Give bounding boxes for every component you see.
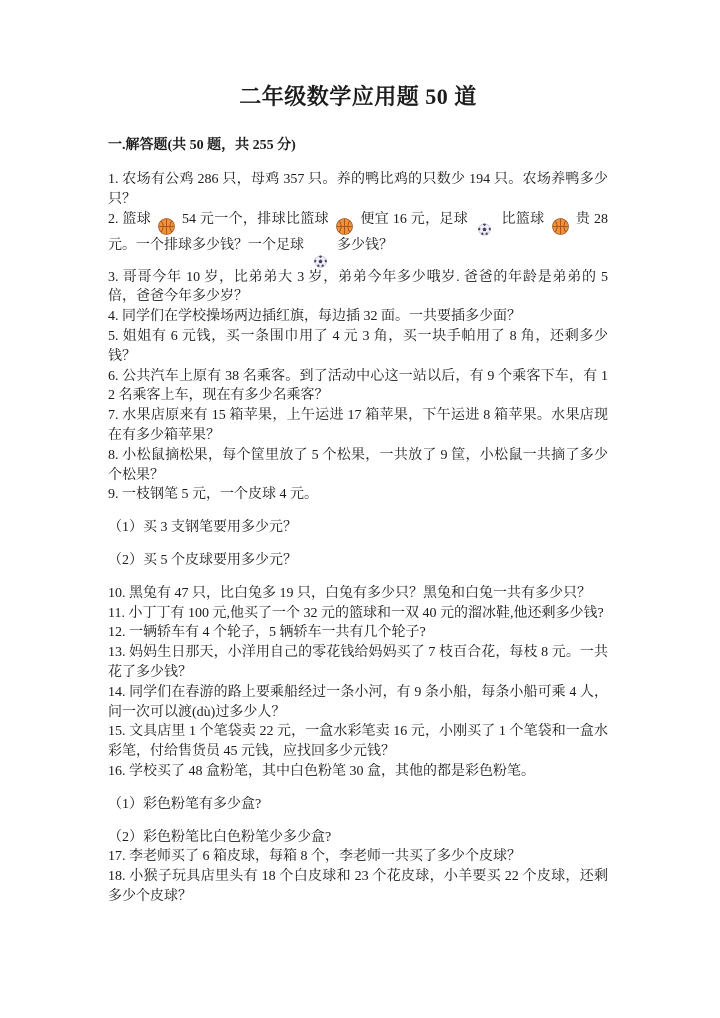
problem-16: 16. 学校买了 48 盒粉笔，其中白色粉笔 30 盒，其他的都是彩色粉笔。 bbox=[108, 763, 535, 779]
problem-13: 13. 妈妈生日那天，小洋用自己的零花钱给妈妈买了 7 枝百合花，每枝 8 元。一共花了多少钱？ bbox=[108, 645, 608, 680]
problem-14: 14. 同学们在春游的路上要乘船经过一条小河，有 9 条小船，每条小船可乘 4 人，问一次可以渡(dù)过多少人？ bbox=[108, 684, 608, 720]
document-title: 二年级数学应用题 50 道 bbox=[239, 84, 477, 109]
problem-2-text-3: 便宜 16 元，足球 bbox=[360, 211, 469, 227]
basketball-icon bbox=[158, 218, 175, 235]
section-heading: 一.解答题(共 50 题，共 255 分) bbox=[108, 138, 296, 153]
basketball-icon bbox=[336, 218, 353, 235]
problem-2-text-1: 2. 篮球 bbox=[108, 211, 152, 227]
basketball-icon bbox=[552, 218, 569, 235]
problem-2-text-5: 贵 28 元。一个排球多少钱？一个足球 bbox=[108, 211, 609, 253]
problem-17: 17. 李老师买了 6 箱皮球，每箱 8 个，李老师一共买了多少个皮球？ bbox=[108, 849, 521, 865]
problem-2-text-6: 多少钱？ bbox=[337, 237, 393, 253]
problem-9: 9. 一枝钢笔 5 元，一个皮球 4 元。 bbox=[108, 487, 318, 503]
problem-18: 18. 小猴子玩具店里头有 18 个白皮球和 23 个花皮球，小羊要买 22 个皮球，还剩多少个皮球？ bbox=[108, 869, 608, 904]
soccer-ball-icon bbox=[478, 223, 491, 236]
problem-16-sub-1: （1）彩色粉笔有多少盒? bbox=[108, 796, 262, 812]
problem-16-sub-2: （2）彩色粉笔比白色粉笔少多少盒? bbox=[108, 829, 332, 845]
problem-8: 8. 小松鼠摘松果，每个筐里放了 5 个松果，一共放了 9 筐，小松鼠一共摘了多少个松果？ bbox=[108, 447, 608, 483]
soccer-ball-icon bbox=[314, 255, 327, 268]
problem-2 bbox=[108, 210, 608, 268]
problem-10: 10. 黑兔有 47 只，比白兔多 19 只，白兔有多少只？黑兔和白兔一共有多少只？ bbox=[108, 585, 591, 601]
problem-2-text-2: 54 元一个，排球比篮球 bbox=[182, 211, 329, 227]
problem-6: 6. 公共汽车上原有 38 名乘客。到了活动中心这一站以后，有 9 个乘客下车，有 12 名乘客上车，现在有多少名乘客？ bbox=[108, 368, 608, 404]
problem-2-text-4: 比篮球 bbox=[501, 211, 545, 227]
problem-1: 1. 农场有公鸡 286 只，母鸡 357 只。养的鸭比鸡的只数少 194 只。农场养鸭多少只？ bbox=[108, 172, 608, 207]
problem-9-sub-1: （1）买 3 支钢笔要用多少元？ bbox=[108, 520, 297, 536]
problem-list bbox=[108, 170, 608, 907]
problem-15: 15. 文具店里 1 个笔袋卖 22 元，一盒水彩笔卖 16 元，小刚买了 1 个笔袋和一盒水彩笔，付给售货员 45 元钱，应找回多少元钱？ bbox=[108, 724, 608, 760]
problem-12: 12. 一辆轿车有 4 个轮子，5 辆轿车一共有几个轮子? bbox=[108, 625, 426, 641]
problem-7: 7. 水果店原来有 15 箱苹果，上午运进 17 箱苹果，下午运进 8 箱苹果。水果店现在有多少箱苹果？ bbox=[108, 408, 608, 443]
problem-5: 5. 姐姐有 6 元钱，买一条围巾用了 4 元 3 角，买一块手帕用了 8 角，还剩多少钱？ bbox=[108, 328, 608, 364]
problem-4: 4. 同学们在学校操场两边插红旗，每边插 32 面。一共要插多少面？ bbox=[108, 309, 521, 325]
problem-9-sub-2: （2）买 5 个皮球要用多少元？ bbox=[108, 552, 297, 568]
problem-11: 11. 小丁丁有 100 元,他买了一个 32 元的篮球和一双 40 元的溜冰鞋,他还剩多少钱? bbox=[108, 605, 604, 621]
problem-3: 3. 哥哥今年 10 岁，比弟弟大 3 岁，弟弟今年多少哦岁. 爸爸的年龄是弟弟的 5 倍，爸爸今年多少岁？ bbox=[108, 269, 608, 305]
